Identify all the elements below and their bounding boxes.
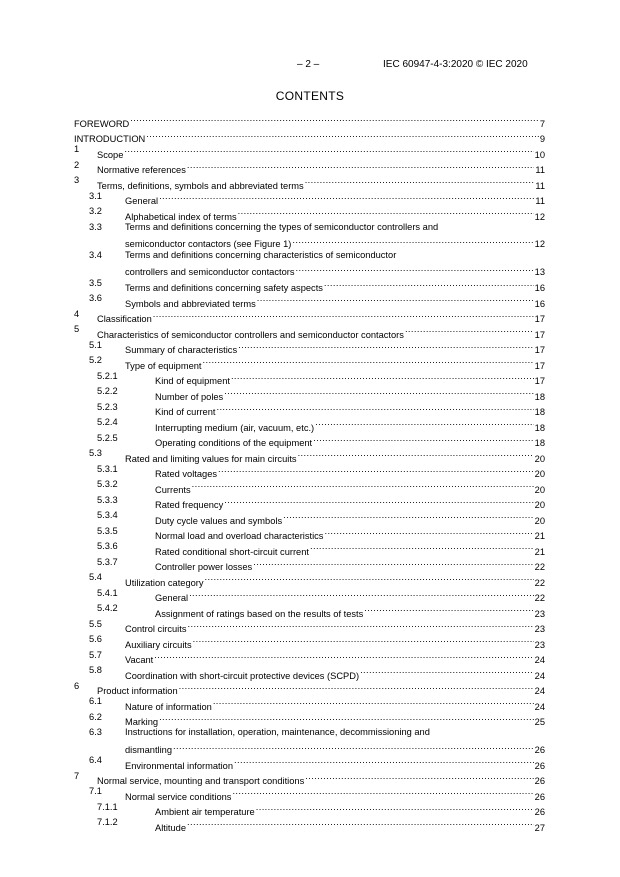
toc-entry[interactable] [74,508,545,524]
dot-leader [313,431,534,447]
toc-entry-title: Rated frequency [155,500,224,510]
dot-leader [192,477,534,493]
dot-leader [224,384,533,400]
toc-entry[interactable] [74,276,545,292]
contents-title: CONTENTS [275,89,345,103]
toc-entry-number: 5.2.4 [97,417,118,427]
toc-entry[interactable] [74,415,545,431]
toc-entry-page: 26 [534,744,545,755]
toc-entry-number: 3.5 [89,277,102,288]
toc-entry[interactable] [74,477,545,493]
toc-entry[interactable] [74,570,545,586]
toc-entry-title: Number of poles [155,391,224,402]
toc-entry-number: 5.3.4 [97,510,118,520]
table-of-contents [74,111,545,831]
toc-entry-page: 21 [534,531,545,541]
toc-entry[interactable] [74,322,545,338]
toc-entry-page: 11 [535,165,545,175]
toc-entry[interactable] [74,220,545,248]
toc-entry-page: 17 [534,376,545,386]
toc-entry-number: 3.1 [89,190,102,201]
dot-leader [203,353,534,369]
dot-leader [298,446,534,462]
toc-entry-page: 26 [534,791,545,802]
dot-leader [154,648,533,664]
dot-leader [232,784,533,800]
toc-entry[interactable] [74,353,545,369]
dot-leader [130,111,539,127]
toc-entry-number: 7.1.1 [97,801,118,812]
toc-entry-page: 20 [534,469,545,479]
toc-entry-page: 24 [534,701,545,712]
toc-entry-title: Normal service conditions [125,791,232,802]
toc-entry-page: 12 [534,211,545,222]
dot-leader [124,142,533,158]
toc-entry-number: 5.2.5 [97,432,118,443]
toc-entry-title: Utilization category [125,577,204,588]
toc-entry-number: 5.2 [89,355,102,365]
toc-entry-number: 3.6 [89,293,102,303]
toc-entry-number: 7 [74,770,80,781]
toc-entry-title: Control circuits [125,624,187,634]
toc-entry[interactable] [74,189,545,205]
toc-entry-title-continued: semiconductor contactors (see Figure 1) [125,239,292,249]
dot-leader [405,322,534,338]
toc-entry-title: Interrupting medium (air, vacuum, etc.) [155,422,315,433]
toc-entry-number: 7.1 [89,786,102,796]
toc-entry-title: Auxiliary circuits [125,639,192,650]
toc-entry-title: Terms and definitions concerning the types of semiconductor controllers and [125,221,439,232]
toc-entry-title: Classification [97,314,152,324]
toc-entry-title: Assignment of ratings based on the results of tests [155,608,364,619]
dot-leader [205,570,534,586]
dot-leader [213,694,534,710]
toc-entry-page: 17 [534,329,545,340]
toc-entry-page: 17 [534,360,545,371]
dot-leader [234,753,534,769]
page-number: – 2 – [297,59,320,70]
toc-entry-title: Environmental information [125,760,233,771]
dot-leader [218,462,534,478]
dot-leader [216,400,533,416]
toc-entry[interactable] [74,586,545,602]
toc-entry-title: Terms and definitions concerning characteristics of semiconductor [125,249,397,260]
toc-entry-title: Coordination with short-circuit protective devices (SCPD) [125,670,360,681]
toc-entry-number: 6.1 [89,696,102,706]
toc-entry-title: Terms, definitions, symbols and abbreviated terms [97,180,304,191]
toc-entry[interactable] [74,815,545,831]
toc-entry-title: Altitude [155,822,187,833]
toc-entry-page: 26 [534,760,545,771]
toc-entry[interactable] [74,539,545,555]
toc-entry-page: 23 [534,639,545,650]
toc-entry-number: 5.5 [89,618,102,629]
toc-entry-number: 6.3 [89,727,102,737]
dot-leader [324,276,534,292]
toc-entry[interactable] [74,142,545,158]
toc-entry-number: 5 [74,324,80,334]
toc-entry-page: 26 [534,807,545,817]
dot-leader [193,632,534,648]
toc-entry[interactable] [74,694,545,710]
toc-entry-number: 3.4 [89,249,102,260]
toc-entry-page: 20 [534,500,545,510]
toc-entry-title: Type of equipment [125,360,202,371]
dot-leader [159,710,534,726]
toc-entry-page: 24 [534,686,545,696]
toc-entry-number: 5.3.5 [97,525,118,536]
dot-leader [238,204,534,220]
toc-entry[interactable] [74,648,545,664]
toc-entry-page: 18 [534,407,545,417]
toc-entry[interactable] [74,617,545,633]
toc-entry-page: 13 [534,267,545,277]
toc-entry[interactable] [74,431,545,447]
toc-entry-number: 2 [74,159,80,170]
dot-leader [238,338,534,354]
toc-entry-page: 24 [534,670,545,681]
toc-entry-number: 3.3 [89,221,102,232]
toc-entry-page: 9 [539,134,545,144]
dot-leader [256,800,534,816]
toc-entry[interactable] [74,158,545,174]
toc-entry-number: 5.4 [89,572,102,582]
toc-entry-page: 20 [534,515,545,526]
toc-entry-page: 10 [534,149,545,160]
dot-leader [159,189,534,205]
toc-entry-title-continued: controllers and semiconductor contactors [125,267,295,277]
toc-entry-page: 22 [534,593,545,603]
toc-entry-title: FOREWORD [74,118,130,129]
toc-entry-number: 7.1.2 [97,817,118,827]
toc-entry-number: 5.7 [89,649,102,660]
toc-entry[interactable] [74,338,545,354]
toc-entry-title: INTRODUCTION [74,134,146,144]
dot-leader [179,679,534,695]
toc-entry-page: 7 [539,118,545,129]
toc-entry-number: 5.2.3 [97,401,118,412]
toc-entry-number: 5.1 [89,339,102,350]
toc-entry-page: 25 [534,717,545,727]
dot-leader [187,617,533,633]
toc-entry[interactable] [74,753,545,769]
toc-entry[interactable] [74,173,545,189]
toc-entry-page: 24 [534,655,545,665]
toc-entry-number: 6.4 [89,755,102,765]
toc-entry-page: 16 [534,283,545,293]
toc-entry-title: Terms and definitions concerning safety aspects [125,283,323,293]
toc-entry-number: 3 [74,175,80,185]
dot-leader [187,158,534,174]
toc-entry[interactable] [74,800,545,816]
toc-entry[interactable] [74,369,545,385]
toc-entry-title: Kind of equipment [155,376,230,386]
toc-entry-number: 5.4.1 [97,587,118,598]
toc-entry-number: 5.3 [89,448,102,458]
toc-entry-page: 22 [534,562,545,572]
dot-leader [305,173,535,189]
toc-entry[interactable] [74,725,545,753]
toc-entry-number: 5.2.2 [97,386,118,396]
toc-entry-title: Normal load and overload characteristics [155,531,324,541]
toc-entry-number: 5.8 [89,665,102,675]
toc-entry-title: Currents [155,484,191,495]
standard-reference: IEC 60947-4-3:2020 © IEC 2020 [383,59,528,70]
toc-entry-page: 16 [534,298,545,309]
toc-entry-title: Marking [125,717,159,727]
toc-entry-number: 5.3.2 [97,479,118,489]
toc-entry[interactable] [74,307,545,323]
toc-entry-title: General [155,593,189,603]
toc-entry-page: 23 [534,608,545,619]
toc-entry-page: 17 [534,345,545,355]
toc-entry-page: 22 [534,577,545,588]
dot-leader [224,493,533,509]
toc-entry[interactable] [74,710,545,726]
toc-entry-page: 27 [534,822,545,833]
toc-entry[interactable] [74,384,545,400]
toc-entry-number: 4 [74,308,80,319]
toc-entry-title-continued: dismantling [125,744,173,755]
toc-entry-number: 5.3.3 [97,494,118,505]
dot-leader [283,508,534,524]
toc-entry[interactable] [74,111,545,127]
toc-entry-page: 23 [534,624,545,634]
dot-leader [360,663,534,679]
dot-leader [187,815,534,831]
toc-entry-number: 1 [74,144,80,154]
toc-entry-page: 18 [534,438,545,448]
toc-entry-title: Operating conditions of the equipment [155,438,313,448]
toc-entry[interactable] [74,462,545,478]
toc-entry[interactable] [74,204,545,220]
dot-leader [146,127,539,143]
dot-leader [315,415,534,431]
toc-entry[interactable] [74,555,545,571]
toc-entry[interactable] [74,446,545,462]
toc-entry-page: 21 [534,546,545,557]
toc-entry-title: Summary of characteristics [125,345,238,355]
toc-entry[interactable] [74,663,545,679]
toc-entry[interactable] [74,601,545,617]
toc-entry-page: 17 [534,314,545,324]
toc-entry-number: 5.3.7 [97,556,118,567]
toc-entry-title: Alphabetical index of terms [125,211,237,222]
toc-entry-title: Duty cycle values and symbols [155,515,283,526]
toc-entry-title: Symbols and abbreviated terms [125,298,256,309]
dot-leader [364,601,533,617]
toc-entry-title: Normative references [97,165,186,175]
dot-leader [305,769,533,785]
toc-entry[interactable] [74,679,545,695]
dot-leader [153,307,534,323]
toc-entry-number: 6.2 [89,711,102,722]
toc-entry-title: Kind of current [155,407,216,417]
toc-entry-title: General [125,196,159,206]
toc-entry-title: Characteristics of semiconductor controllers and semiconductor contactors [97,329,404,340]
toc-entry-title: Instructions for installation, operation, maintenance, decommissioning and [125,727,430,737]
dot-leader [253,555,534,571]
toc-entry-page: 11 [535,180,545,191]
toc-entry-number: 5.6 [89,634,102,644]
toc-entry-title: Scope [97,149,124,160]
toc-entry[interactable] [74,291,545,307]
toc-entry-page: 12 [534,239,545,249]
toc-entry-title: Rated and limiting values for main circuits [125,453,297,464]
toc-entry[interactable] [74,400,545,416]
toc-entry-number: 5.4.2 [97,603,118,613]
toc-entry[interactable] [74,493,545,509]
dot-leader [310,539,534,555]
toc-entry-title: Controller power losses [155,562,253,572]
dot-leader [292,233,533,247]
toc-entry-title: Product information [97,686,178,696]
dot-leader [324,524,533,540]
toc-entry[interactable] [74,784,545,800]
toc-entry-number: 5.3.1 [97,463,118,474]
toc-entry-page: 20 [534,453,545,464]
dot-leader [173,739,534,753]
toc-entry-number: 5.3.6 [97,541,118,551]
dot-leader [189,586,534,602]
dot-leader [231,369,534,385]
toc-entry-number: 6 [74,680,80,691]
toc-entry-title: Normal service, mounting and transport conditions [97,776,305,786]
toc-entry[interactable] [74,769,545,785]
toc-entry-number: 5.2.1 [97,370,118,381]
toc-entry-title: Ambient air temperature [155,807,255,817]
toc-entry-page: 18 [534,391,545,402]
dot-leader [296,261,534,275]
toc-entry-page: 20 [534,484,545,495]
toc-entry-title: Nature of information [125,701,212,712]
toc-entry[interactable] [74,524,545,540]
toc-entry-title: Rated conditional short-circuit current [155,546,309,557]
toc-entry-title: Rated voltages [155,469,218,479]
toc-entry-page: 26 [534,776,545,786]
toc-entry[interactable] [74,248,545,276]
toc-entry-number: 3.2 [89,206,102,216]
toc-entry-title: Vacant [125,655,154,665]
dot-leader [257,291,534,307]
toc-entry-page: 18 [534,422,545,433]
toc-entry[interactable] [74,127,545,143]
toc-entry[interactable] [74,632,545,648]
toc-entry-page: 11 [535,196,545,206]
